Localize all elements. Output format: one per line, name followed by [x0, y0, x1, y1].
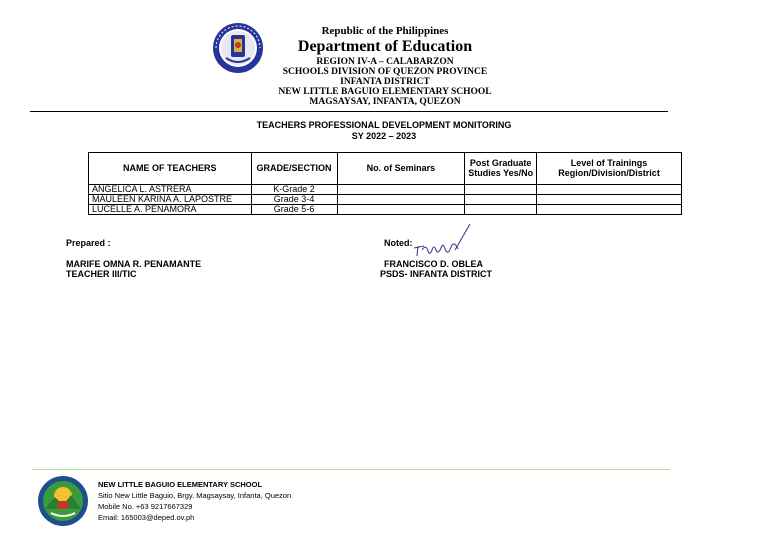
teacher-name-cell: MAULEEN KARINA A. LAPOSTRE: [89, 195, 252, 205]
training-level-cell: [537, 195, 682, 205]
seminars-cell: [337, 185, 465, 195]
column-header: No. of Seminars: [337, 153, 465, 185]
seminars-cell: [337, 195, 465, 205]
noted-label: Noted:: [384, 238, 413, 248]
footer-address: Sitio New Little Baguio, Brgy. Magsaysay, Infanta, Quezon: [98, 491, 292, 500]
postgrad-cell: [465, 185, 537, 195]
table-row: [89, 185, 682, 195]
seminars-cell: [337, 205, 465, 215]
department-title: Department of Education: [297, 38, 473, 55]
prepared-name: MARIFE OMNA R. PENAMANTE: [66, 259, 202, 269]
footer-divider: [32, 469, 670, 470]
training-level-cell: [537, 185, 682, 195]
column-header: GRADE/SECTION: [251, 153, 337, 185]
postgrad-cell: [465, 205, 537, 215]
column-header: Post Graduate Studies Yes/No: [465, 153, 537, 185]
training-level-cell: [537, 205, 682, 215]
header-divider: [30, 111, 668, 112]
grade-cell: Grade 5-6: [251, 205, 337, 215]
grade-cell: K-Grade 2: [251, 185, 337, 195]
school-logo-icon: [37, 475, 89, 527]
region-label: REGION IV-A – CALABARZON: [316, 57, 454, 67]
school-year: SY 2022 – 2023: [351, 131, 417, 141]
address-label: MAGSAYSAY, INFANTA, QUEZON: [309, 97, 461, 107]
postgrad-cell: [465, 195, 537, 205]
prepared-label: Prepared :: [66, 238, 111, 248]
table-header-row: [89, 153, 682, 185]
prepared-title: TEACHER III/TIC: [66, 269, 137, 279]
column-header: NAME OF TEACHERS: [89, 153, 252, 185]
district-label: INFANTA DISTRICT: [340, 77, 430, 87]
monitoring-table: [88, 152, 682, 215]
footer-school-name: NEW LITTLE BAGUIO ELEMENTARY SCHOOL: [98, 480, 263, 489]
republic-label: Republic of the Philippines: [321, 25, 449, 37]
teacher-name-cell: LUCELLE A. PENAMORA: [89, 205, 252, 215]
noted-name: FRANCISCO D. OBLEA: [384, 259, 483, 269]
school-label: NEW LITTLE BAGUIO ELEMENTARY SCHOOL: [278, 87, 492, 97]
footer-mobile: Mobile No. +63 9217667329: [98, 502, 193, 511]
noted-title: PSDS- INFANTA DISTRICT: [380, 269, 492, 279]
teacher-name-cell: ANGELICA L. ASTRERA: [89, 185, 252, 195]
column-header: Level of Trainings Region/Division/District: [537, 153, 682, 185]
handwritten-signature-icon: [410, 222, 472, 260]
division-label: SCHOOLS DIVISION OF QUEZON PROVINCE: [282, 67, 488, 77]
table-row: [89, 205, 682, 215]
table-row: [89, 195, 682, 205]
document-title: TEACHERS PROFESSIONAL DEVELOPMENT MONITORING: [256, 120, 512, 130]
footer-email: Email: 165003@deped.ov.ph: [98, 513, 195, 522]
grade-cell: Grade 3-4: [251, 195, 337, 205]
